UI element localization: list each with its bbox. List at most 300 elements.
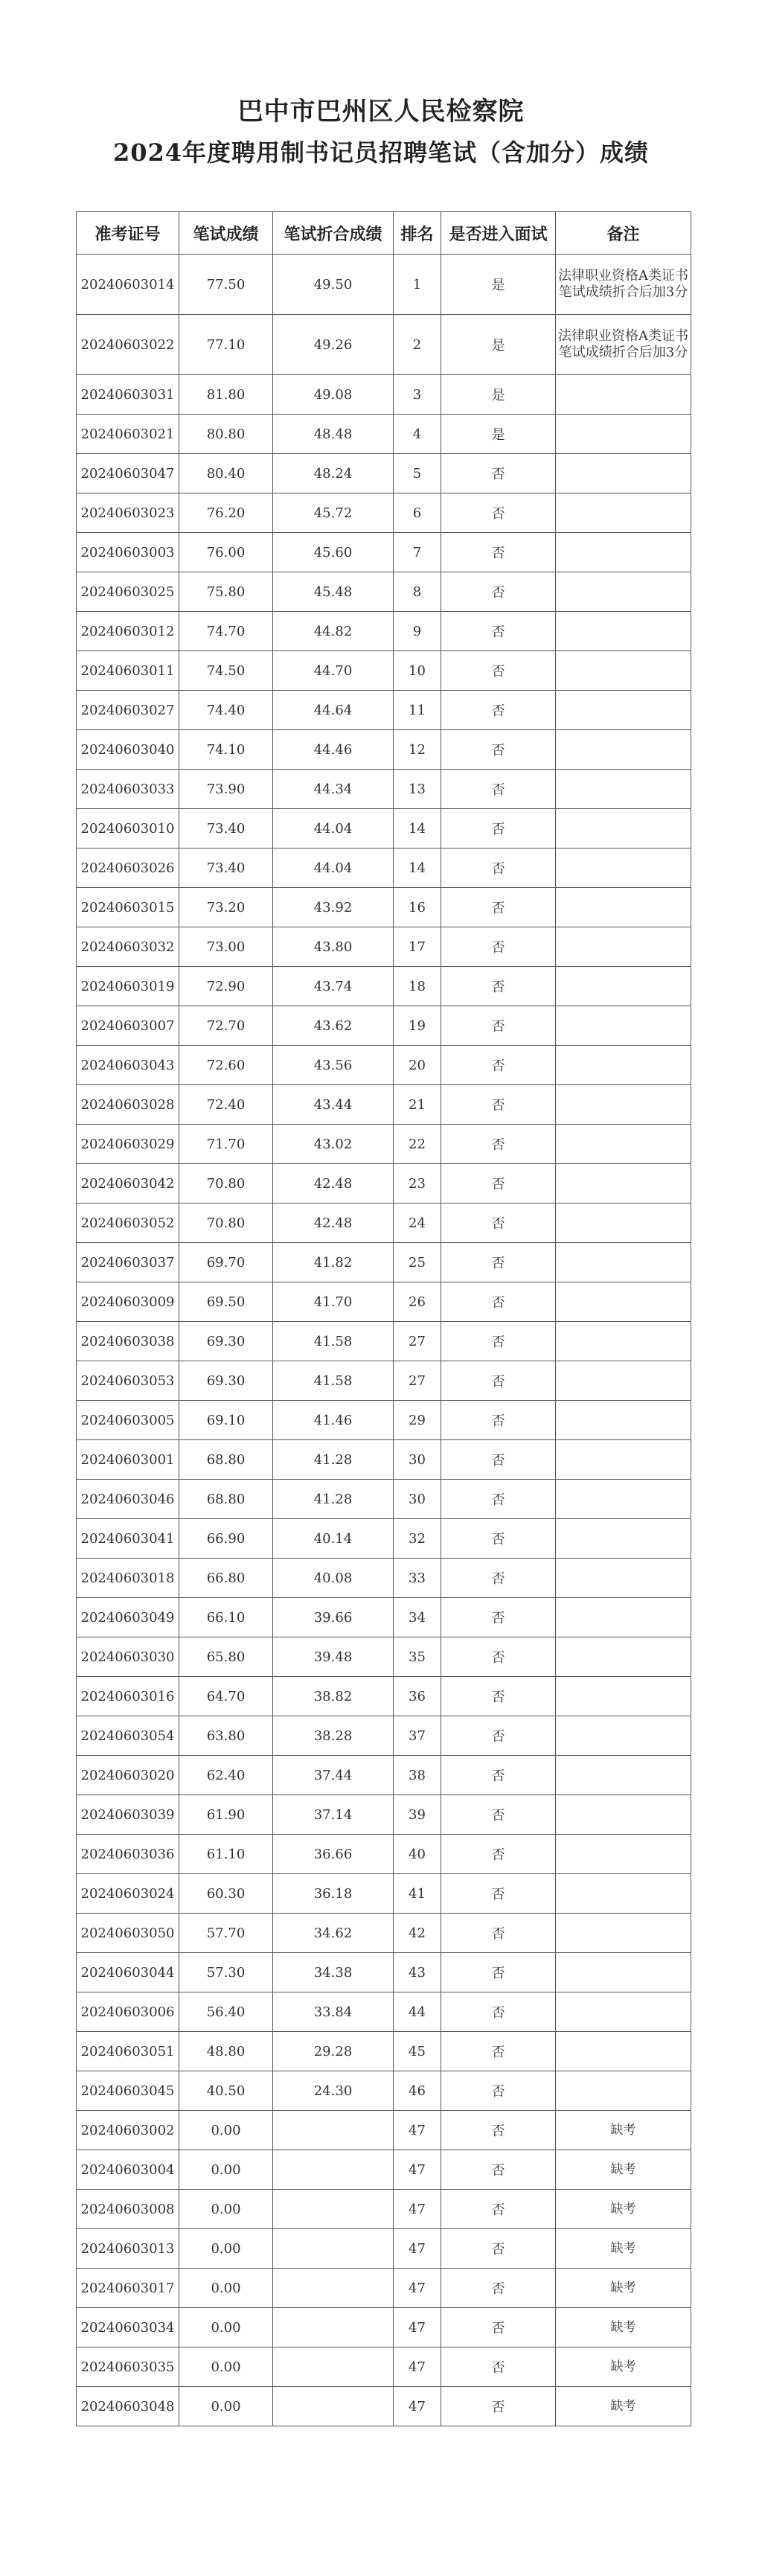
table-row <box>77 255 691 315</box>
cell-rank: 42 <box>394 1914 441 1953</box>
cell-note <box>556 1085 691 1125</box>
cell-converted-score: 48.24 <box>273 454 394 493</box>
cell-exam-id: 20240603034 <box>77 2308 179 2348</box>
cell-interview: 否 <box>441 2071 556 2111</box>
cell-converted-score: 44.70 <box>273 651 394 691</box>
table-row <box>77 2387 691 2426</box>
cell-score: 69.70 <box>179 1243 273 1282</box>
cell-note <box>556 1953 691 1992</box>
table-row <box>77 1716 691 1756</box>
cell-converted-score: 37.44 <box>273 1756 394 1795</box>
table-row <box>77 770 691 809</box>
cell-interview: 否 <box>441 691 556 730</box>
cell-exam-id: 20240603037 <box>77 1243 179 1282</box>
cell-note <box>556 809 691 848</box>
table-row <box>77 1204 691 1243</box>
table-row <box>77 2229 691 2269</box>
cell-exam-id: 20240603025 <box>77 572 179 612</box>
cell-interview: 否 <box>441 2308 556 2348</box>
cell-rank: 3 <box>394 375 441 415</box>
cell-score: 57.30 <box>179 1953 273 1992</box>
cell-note <box>556 612 691 651</box>
cell-converted-score: 41.28 <box>273 1440 394 1480</box>
cell-exam-id: 20240603003 <box>77 533 179 572</box>
cell-exam-id: 20240603029 <box>77 1125 179 1164</box>
cell-exam-id: 20240603017 <box>77 2269 179 2308</box>
table-row <box>77 730 691 770</box>
cell-interview: 否 <box>441 2111 556 2150</box>
table-row <box>77 533 691 572</box>
cell-interview: 否 <box>441 2269 556 2308</box>
cell-converted-score: 44.82 <box>273 612 394 651</box>
table-row <box>77 315 691 375</box>
cell-rank: 19 <box>394 1006 441 1046</box>
cell-score: 57.70 <box>179 1914 273 1953</box>
cell-interview: 否 <box>441 2032 556 2071</box>
cell-interview: 否 <box>441 1125 556 1164</box>
cell-interview: 否 <box>441 1637 556 1677</box>
cell-interview: 否 <box>441 1598 556 1637</box>
cell-note <box>556 1322 691 1361</box>
cell-rank: 47 <box>394 2387 441 2426</box>
cell-converted-score: 39.66 <box>273 1598 394 1637</box>
cell-interview: 否 <box>441 454 556 493</box>
table-row <box>77 1519 691 1559</box>
cell-exam-id: 20240603011 <box>77 651 179 691</box>
cell-converted-score <box>273 2111 394 2150</box>
cell-rank: 41 <box>394 1874 441 1914</box>
cell-converted-score: 45.72 <box>273 493 394 533</box>
cell-score: 56.40 <box>179 1992 273 2032</box>
cell-interview: 否 <box>441 1914 556 1953</box>
cell-exam-id: 20240603032 <box>77 927 179 967</box>
cell-interview: 否 <box>441 1204 556 1243</box>
table-row <box>77 1322 691 1361</box>
cell-rank: 30 <box>394 1480 441 1519</box>
cell-exam-id: 20240603048 <box>77 2387 179 2426</box>
cell-converted-score: 49.50 <box>273 255 394 315</box>
cell-interview: 否 <box>441 1401 556 1440</box>
table-row <box>77 454 691 493</box>
cell-exam-id: 20240603001 <box>77 1440 179 1480</box>
cell-exam-id: 20240603014 <box>77 255 179 315</box>
header-exam-id: 准考证号 <box>77 212 179 255</box>
cell-interview: 否 <box>441 1440 556 1480</box>
cell-converted-score: 36.18 <box>273 1874 394 1914</box>
cell-score: 77.50 <box>179 255 273 315</box>
cell-interview: 否 <box>441 1874 556 1914</box>
cell-exam-id: 20240603050 <box>77 1914 179 1953</box>
cell-converted-score <box>273 2387 394 2426</box>
cell-note <box>556 888 691 927</box>
cell-rank: 7 <box>394 533 441 572</box>
cell-exam-id: 20240603040 <box>77 730 179 770</box>
cell-rank: 47 <box>394 2150 441 2190</box>
cell-interview: 否 <box>441 1480 556 1519</box>
header-note: 备注 <box>556 212 691 255</box>
cell-rank: 33 <box>394 1559 441 1598</box>
cell-rank: 10 <box>394 651 441 691</box>
cell-score: 72.60 <box>179 1046 273 1085</box>
cell-rank: 44 <box>394 1992 441 2032</box>
cell-score: 72.90 <box>179 967 273 1006</box>
cell-score: 74.40 <box>179 691 273 730</box>
cell-converted-score: 34.62 <box>273 1914 394 1953</box>
cell-rank: 32 <box>394 1519 441 1559</box>
cell-rank: 9 <box>394 612 441 651</box>
cell-rank: 14 <box>394 809 441 848</box>
cell-note <box>556 1361 691 1401</box>
cell-score: 62.40 <box>179 1756 273 1795</box>
cell-interview: 否 <box>441 967 556 1006</box>
cell-exam-id: 20240603012 <box>77 612 179 651</box>
cell-note <box>556 1164 691 1204</box>
cell-exam-id: 20240603016 <box>77 1677 179 1716</box>
cell-rank: 30 <box>394 1440 441 1480</box>
cell-score: 66.10 <box>179 1598 273 1637</box>
cell-exam-id: 20240603030 <box>77 1637 179 1677</box>
cell-exam-id: 20240603019 <box>77 967 179 1006</box>
cell-converted-score: 43.62 <box>273 1006 394 1046</box>
cell-converted-score: 39.48 <box>273 1637 394 1677</box>
cell-score: 65.80 <box>179 1637 273 1677</box>
cell-converted-score: 37.14 <box>273 1795 394 1835</box>
cell-rank: 20 <box>394 1046 441 1085</box>
cell-score: 74.50 <box>179 651 273 691</box>
cell-rank: 27 <box>394 1322 441 1361</box>
table-row <box>77 888 691 927</box>
cell-interview: 否 <box>441 2229 556 2269</box>
cell-note <box>556 1243 691 1282</box>
cell-rank: 38 <box>394 1756 441 1795</box>
cell-score: 80.40 <box>179 454 273 493</box>
cell-note <box>556 2032 691 2071</box>
cell-note <box>556 1440 691 1480</box>
cell-converted-score: 44.04 <box>273 848 394 888</box>
cell-interview: 否 <box>441 1677 556 1716</box>
cell-score: 66.80 <box>179 1559 273 1598</box>
cell-note: 缺考 <box>556 2111 691 2150</box>
cell-score: 0.00 <box>179 2348 273 2387</box>
cell-interview: 否 <box>441 1085 556 1125</box>
cell-rank: 8 <box>394 572 441 612</box>
cell-rank: 47 <box>394 2269 441 2308</box>
cell-note <box>556 1480 691 1519</box>
cell-score: 64.70 <box>179 1677 273 1716</box>
cell-score: 61.90 <box>179 1795 273 1835</box>
document-title: 巴中市巴州区人民检察院 <box>237 97 525 127</box>
cell-interview: 否 <box>441 927 556 967</box>
cell-rank: 43 <box>394 1953 441 1992</box>
cell-rank: 47 <box>394 2190 441 2229</box>
cell-exam-id: 20240603009 <box>77 1282 179 1322</box>
cell-converted-score: 43.02 <box>273 1125 394 1164</box>
cell-note: 法律职业资格A类证书笔试成绩折合后加3分 <box>556 315 691 375</box>
table-row <box>77 2308 691 2348</box>
cell-exam-id: 20240603013 <box>77 2229 179 2269</box>
cell-exam-id: 20240603042 <box>77 1164 179 1204</box>
cell-score: 68.80 <box>179 1480 273 1519</box>
header-converted-score: 笔试折合成绩 <box>273 212 394 255</box>
table-row <box>77 1914 691 1953</box>
cell-score: 0.00 <box>179 2387 273 2426</box>
cell-rank: 25 <box>394 1243 441 1282</box>
cell-note <box>556 572 691 612</box>
cell-converted-score: 44.04 <box>273 809 394 848</box>
cell-interview: 是 <box>441 415 556 454</box>
cell-note: 缺考 <box>556 2308 691 2348</box>
cell-rank: 35 <box>394 1637 441 1677</box>
cell-score: 81.80 <box>179 375 273 415</box>
table-row <box>77 1874 691 1914</box>
cell-rank: 47 <box>394 2229 441 2269</box>
cell-exam-id: 20240603018 <box>77 1559 179 1598</box>
cell-note <box>556 1559 691 1598</box>
cell-converted-score: 45.60 <box>273 533 394 572</box>
cell-converted-score <box>273 2308 394 2348</box>
cell-exam-id: 20240603027 <box>77 691 179 730</box>
cell-score: 66.90 <box>179 1519 273 1559</box>
cell-note <box>556 1598 691 1637</box>
table-row <box>77 1085 691 1125</box>
cell-score: 69.30 <box>179 1322 273 1361</box>
cell-converted-score: 33.84 <box>273 1992 394 2032</box>
cell-exam-id: 20240603021 <box>77 415 179 454</box>
cell-converted-score: 42.48 <box>273 1164 394 1204</box>
cell-interview: 否 <box>441 1992 556 2032</box>
cell-interview: 否 <box>441 848 556 888</box>
table-row <box>77 1992 691 2032</box>
cell-exam-id: 20240603005 <box>77 1401 179 1440</box>
cell-rank: 47 <box>394 2111 441 2150</box>
cell-interview: 否 <box>441 770 556 809</box>
cell-converted-score: 45.48 <box>273 572 394 612</box>
cell-score: 73.40 <box>179 848 273 888</box>
cell-note <box>556 1282 691 1322</box>
cell-converted-score: 43.74 <box>273 967 394 1006</box>
cell-score: 75.80 <box>179 572 273 612</box>
table-row <box>77 1046 691 1085</box>
cell-exam-id: 20240603031 <box>77 375 179 415</box>
cell-score: 72.70 <box>179 1006 273 1046</box>
cell-exam-id: 20240603033 <box>77 770 179 809</box>
cell-converted-score: 41.28 <box>273 1480 394 1519</box>
cell-exam-id: 20240603039 <box>77 1795 179 1835</box>
cell-rank: 22 <box>394 1125 441 1164</box>
cell-exam-id: 20240603041 <box>77 1519 179 1559</box>
table-row <box>77 2071 691 2111</box>
header-rank: 排名 <box>394 212 441 255</box>
table-row <box>77 1835 691 1874</box>
cell-exam-id: 20240603015 <box>77 888 179 927</box>
cell-score: 74.70 <box>179 612 273 651</box>
table-row <box>77 2111 691 2150</box>
cell-interview: 是 <box>441 315 556 375</box>
cell-exam-id: 20240603036 <box>77 1835 179 1874</box>
cell-score: 63.80 <box>179 1716 273 1756</box>
cell-exam-id: 20240603002 <box>77 2111 179 2150</box>
table-row <box>77 651 691 691</box>
table-row <box>77 2150 691 2190</box>
cell-note <box>556 454 691 493</box>
cell-note <box>556 927 691 967</box>
cell-exam-id: 20240603044 <box>77 1953 179 1992</box>
cell-rank: 5 <box>394 454 441 493</box>
table-row <box>77 1125 691 1164</box>
cell-rank: 1 <box>394 255 441 315</box>
cell-exam-id: 20240603054 <box>77 1716 179 1756</box>
header-interview: 是否进入面试 <box>441 212 556 255</box>
cell-exam-id: 20240603053 <box>77 1361 179 1401</box>
table-row <box>77 848 691 888</box>
cell-score: 69.10 <box>179 1401 273 1440</box>
cell-rank: 13 <box>394 770 441 809</box>
cell-converted-score: 38.28 <box>273 1716 394 1756</box>
table-row <box>77 809 691 848</box>
cell-interview: 是 <box>441 255 556 315</box>
table-row <box>77 1361 691 1401</box>
cell-note <box>556 1795 691 1835</box>
cell-exam-id: 20240603049 <box>77 1598 179 1637</box>
cell-interview: 否 <box>441 1322 556 1361</box>
cell-rank: 24 <box>394 1204 441 1243</box>
cell-score: 0.00 <box>179 2229 273 2269</box>
cell-interview: 否 <box>441 1361 556 1401</box>
cell-note <box>556 1637 691 1677</box>
cell-interview: 否 <box>441 1559 556 1598</box>
table-row <box>77 1598 691 1637</box>
cell-rank: 23 <box>394 1164 441 1204</box>
cell-note: 缺考 <box>556 2229 691 2269</box>
table-row <box>77 1164 691 1204</box>
cell-note <box>556 533 691 572</box>
cell-interview: 否 <box>441 1046 556 1085</box>
cell-interview: 否 <box>441 2348 556 2387</box>
table-row <box>77 1756 691 1795</box>
cell-exam-id: 20240603035 <box>77 2348 179 2387</box>
table-row <box>77 1282 691 1322</box>
cell-exam-id: 20240603010 <box>77 809 179 848</box>
cell-note <box>556 1204 691 1243</box>
cell-interview: 否 <box>441 1756 556 1795</box>
cell-rank: 37 <box>394 1716 441 1756</box>
cell-note: 缺考 <box>556 2269 691 2308</box>
table-row <box>77 572 691 612</box>
cell-note <box>556 1874 691 1914</box>
cell-converted-score <box>273 2348 394 2387</box>
cell-interview: 否 <box>441 1006 556 1046</box>
cell-rank: 17 <box>394 927 441 967</box>
cell-interview: 否 <box>441 572 556 612</box>
cell-exam-id: 20240603007 <box>77 1006 179 1046</box>
cell-exam-id: 20240603006 <box>77 1992 179 2032</box>
cell-exam-id: 20240603008 <box>77 2190 179 2229</box>
cell-score: 73.40 <box>179 809 273 848</box>
cell-note: 缺考 <box>556 2150 691 2190</box>
cell-score: 76.20 <box>179 493 273 533</box>
cell-exam-id: 20240603038 <box>77 1322 179 1361</box>
cell-score: 0.00 <box>179 2111 273 2150</box>
header-score: 笔试成绩 <box>179 212 273 255</box>
cell-interview: 否 <box>441 809 556 848</box>
cell-note <box>556 1716 691 1756</box>
cell-interview: 否 <box>441 651 556 691</box>
cell-score: 48.80 <box>179 2032 273 2071</box>
cell-converted-score: 40.08 <box>273 1559 394 1598</box>
cell-interview: 否 <box>441 533 556 572</box>
cell-note <box>556 770 691 809</box>
cell-converted-score: 41.46 <box>273 1401 394 1440</box>
cell-rank: 21 <box>394 1085 441 1125</box>
cell-converted-score: 29.28 <box>273 2032 394 2071</box>
cell-converted-score: 43.92 <box>273 888 394 927</box>
cell-converted-score: 44.34 <box>273 770 394 809</box>
cell-interview: 否 <box>441 1835 556 1874</box>
table-row <box>77 691 691 730</box>
cell-converted-score <box>273 2190 394 2229</box>
cell-note: 法律职业资格A类证书笔试成绩折合后加3分 <box>556 255 691 315</box>
cell-score: 74.10 <box>179 730 273 770</box>
cell-converted-score <box>273 2150 394 2190</box>
table-row <box>77 1677 691 1716</box>
table-row <box>77 1006 691 1046</box>
cell-note <box>556 375 691 415</box>
table-row <box>77 1559 691 1598</box>
cell-exam-id: 20240603020 <box>77 1756 179 1795</box>
cell-exam-id: 20240603046 <box>77 1480 179 1519</box>
table-row <box>77 375 691 415</box>
cell-rank: 6 <box>394 493 441 533</box>
cell-converted-score: 49.08 <box>273 375 394 415</box>
cell-converted-score: 43.44 <box>273 1085 394 1125</box>
cell-interview: 否 <box>441 493 556 533</box>
cell-rank: 14 <box>394 848 441 888</box>
cell-rank: 34 <box>394 1598 441 1637</box>
cell-exam-id: 20240603026 <box>77 848 179 888</box>
cell-note <box>556 1677 691 1716</box>
cell-converted-score: 41.58 <box>273 1322 394 1361</box>
cell-note <box>556 1401 691 1440</box>
table-row <box>77 1440 691 1480</box>
cell-rank: 16 <box>394 888 441 927</box>
table-row <box>77 2032 691 2071</box>
cell-converted-score <box>273 2229 394 2269</box>
cell-note <box>556 2071 691 2111</box>
cell-rank: 46 <box>394 2071 441 2111</box>
cell-converted-score: 43.80 <box>273 927 394 967</box>
cell-score: 0.00 <box>179 2269 273 2308</box>
cell-interview: 否 <box>441 1795 556 1835</box>
table-row <box>77 1243 691 1282</box>
table-row <box>77 927 691 967</box>
cell-interview: 否 <box>441 1953 556 1992</box>
cell-note: 缺考 <box>556 2348 691 2387</box>
cell-rank: 11 <box>394 691 441 730</box>
cell-note <box>556 1756 691 1795</box>
cell-score: 72.40 <box>179 1085 273 1125</box>
cell-rank: 40 <box>394 1835 441 1874</box>
cell-note: 缺考 <box>556 2387 691 2426</box>
cell-rank: 2 <box>394 315 441 375</box>
cell-note: 缺考 <box>556 2190 691 2229</box>
cell-note <box>556 1519 691 1559</box>
cell-converted-score: 49.26 <box>273 315 394 375</box>
cell-converted-score: 41.58 <box>273 1361 394 1401</box>
cell-note <box>556 493 691 533</box>
cell-exam-id: 20240603024 <box>77 1874 179 1914</box>
cell-converted-score: 24.30 <box>273 2071 394 2111</box>
table-row <box>77 2190 691 2229</box>
